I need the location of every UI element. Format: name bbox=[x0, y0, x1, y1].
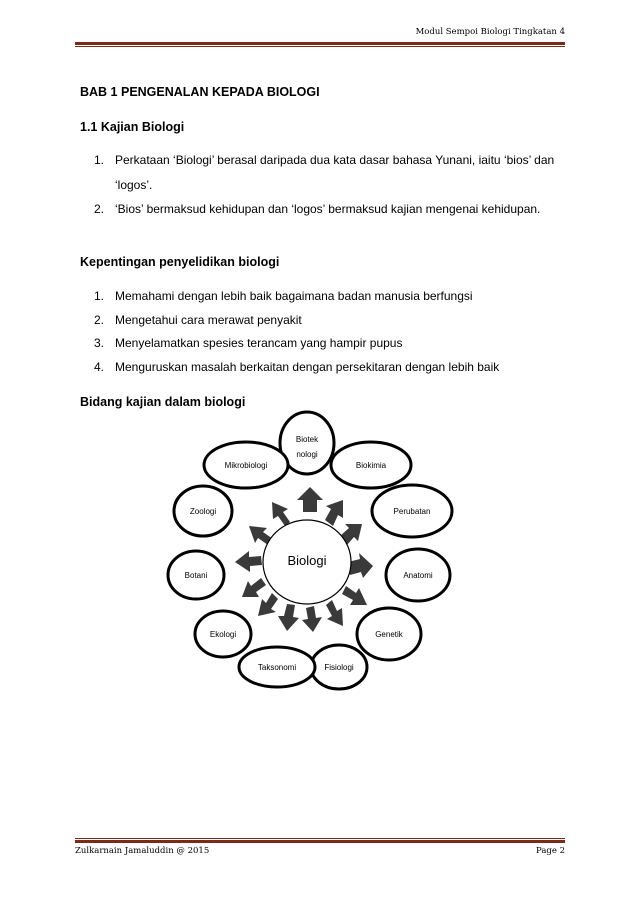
arrow-up bbox=[297, 487, 323, 512]
arrow-down-right bbox=[302, 606, 322, 632]
label-ekologi: Ekologi bbox=[209, 630, 237, 639]
list-text: Perkataan ‘Biologi’ berasal daripada dua kata dasar bahasa Yunani, iaitu ‘bios’ dan ‘logos’. bbox=[115, 153, 555, 192]
list-number: 1. bbox=[94, 153, 105, 167]
label-perubatan: Perubatan bbox=[393, 507, 431, 516]
list-number: 2. bbox=[94, 312, 105, 327]
arrow-lower-left-1 bbox=[258, 593, 278, 616]
label-fisiologi: Fisiologi bbox=[324, 663, 354, 672]
footer-rule bbox=[75, 838, 565, 843]
arrow-right bbox=[348, 553, 373, 578]
list-text: ‘Bios’ bermaksud kehidupan dan ‘logos’ bermaksud kajian mengenai kehidupan. bbox=[115, 202, 541, 216]
label-bioteknologi-2: nologi bbox=[296, 450, 318, 459]
list-number: 2. bbox=[94, 202, 105, 216]
label-genetik: Genetik bbox=[375, 630, 403, 639]
section-title: 1.1 Kajian Biologi bbox=[80, 120, 185, 134]
arrow-upper-left-2 bbox=[272, 502, 290, 526]
label-anatomi: Anatomi bbox=[403, 571, 433, 580]
bidang-heading: Bidang kajian dalam biologi bbox=[80, 395, 246, 409]
arrow-down-left bbox=[278, 604, 299, 631]
arrow-upper-right-1 bbox=[325, 500, 343, 526]
center-label: Biologi bbox=[287, 553, 327, 568]
arrow-lower-right-1 bbox=[342, 586, 367, 605]
arrow-lower-left-2 bbox=[242, 578, 266, 597]
label-mikrobiologi: Mikrobiologi bbox=[224, 461, 268, 470]
running-header: Modul Sempoi Biologi Tingkatan 4 bbox=[415, 27, 565, 37]
label-botani: Botani bbox=[184, 571, 208, 580]
list-number: 1. bbox=[94, 289, 105, 303]
list-text: Memahami dengan lebih baik bagaimana badan manusia berfungsi bbox=[115, 289, 473, 303]
list-text: Menyelamatkan spesies terancam yang hampir pupus bbox=[115, 336, 403, 351]
list-number: 4. bbox=[94, 360, 105, 375]
list-text: Menguruskan masalah berkaitan dengan persekitaran dengan lebih baik bbox=[115, 360, 500, 375]
label-bioteknologi-1: Biotek bbox=[295, 435, 319, 444]
kepentingan-heading: Kepentingan penyelidikan biologi bbox=[80, 255, 280, 269]
arrow-left bbox=[235, 551, 262, 572]
label-biokimia: Biokimia bbox=[355, 461, 387, 470]
chapter-title: BAB 1 PENGENALAN KEPADA BIOLOGI bbox=[80, 85, 320, 99]
page-number: Page 2 bbox=[536, 846, 565, 856]
label-zoologi: Zoologi bbox=[189, 507, 217, 516]
footer-author: Zulkarnain Jamaluddin @ 2015 bbox=[75, 846, 210, 856]
arrow-lower-right-2 bbox=[326, 600, 343, 626]
list-number: 3. bbox=[94, 336, 105, 351]
label-taksonomi: Taksonomi bbox=[257, 663, 297, 672]
list-text: Mengetahui cara merawat penyakit bbox=[115, 312, 302, 327]
